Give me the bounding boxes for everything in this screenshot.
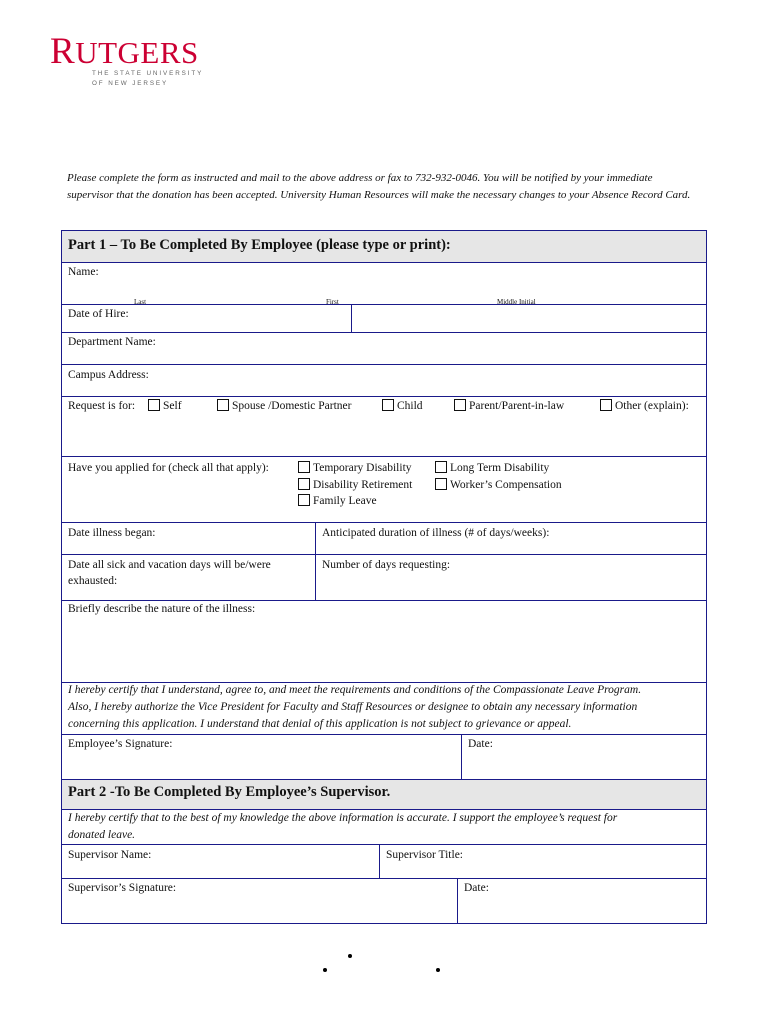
campus-address-row[interactable] — [62, 365, 706, 397]
request-label: Request is for: — [68, 400, 136, 412]
supervisor-signature-row — [62, 879, 706, 923]
checkbox-spouse[interactable] — [217, 399, 229, 411]
exhausted-row — [62, 555, 706, 601]
logo-subtitle-1: THE STATE UNIVERSITY — [92, 70, 204, 77]
supervisor-name-field[interactable] — [62, 845, 379, 878]
exhausted-label-1: Date all sick and vacation days will be/were — [68, 559, 271, 571]
illness-began-label: Date illness began: — [68, 527, 156, 539]
anticipated-duration-label: Anticipated duration of illness (# of days/weeks): — [322, 527, 550, 539]
logo-word: UTGERS — [75, 35, 199, 70]
applied-option-long-term[interactable]: Long Term Disability — [435, 461, 549, 476]
part2-header — [62, 780, 706, 810]
campus-address-label: Campus Address: — [68, 369, 149, 381]
date-of-hire-field[interactable] — [62, 305, 351, 332]
part1-title: Part 1 – To Be Completed By Employee (please type or print): — [68, 237, 451, 253]
certify-line-3: concerning this application. I understand that denial of this application is not subject to grievance or appeal. — [68, 718, 572, 730]
compassionate-leave-form — [61, 230, 707, 924]
employee-signature-field[interactable] — [62, 735, 461, 779]
request-row — [62, 397, 706, 457]
checkbox-self[interactable] — [148, 399, 160, 411]
exhausted-field[interactable] — [62, 555, 315, 600]
supervisor-signature-field[interactable] — [62, 879, 457, 923]
applied-row — [62, 457, 706, 523]
applied-option-workers-comp[interactable]: Worker’s Compensation — [435, 478, 562, 493]
employee-date-label: Date: — [468, 738, 493, 750]
employee-date-field[interactable] — [461, 735, 706, 779]
checkbox-other[interactable] — [600, 399, 612, 411]
checkbox-disability-retirement[interactable] — [298, 478, 310, 490]
part2-title: Part 2 -To Be Completed By Employee’s Supervisor. — [68, 784, 391, 800]
supervisor-certify-line-1: I hereby certify that to the best of my knowledge the above information is accurate. I support the employee’s request for — [68, 812, 618, 824]
supervisor-date-field[interactable] — [457, 879, 706, 923]
decorative-dot — [323, 968, 327, 972]
anticipated-duration-field[interactable] — [315, 523, 706, 554]
name-last-label: Last — [134, 298, 147, 306]
part1-header — [62, 231, 706, 263]
describe-row[interactable] — [62, 601, 706, 683]
request-option-spouse[interactable]: Spouse /Domestic Partner — [217, 399, 351, 414]
certify-line-1: I hereby certify that I understand, agree to, and meet the requirements and conditions of the Compassionate Leave Program. — [68, 684, 642, 696]
name-row[interactable] — [62, 263, 706, 305]
decorative-dot — [348, 954, 352, 958]
date-of-hire-label: Date of Hire: — [68, 308, 129, 320]
illness-date-row — [62, 523, 706, 555]
logo-initial: R — [50, 31, 76, 72]
decorative-dot — [436, 968, 440, 972]
name-label: Name: — [68, 266, 99, 278]
name-middle-label: Middle Initial — [497, 298, 536, 306]
logo-subtitle-2: OF NEW JERSEY — [92, 80, 169, 87]
days-requesting-field[interactable] — [315, 555, 706, 600]
intro-paragraph: Please complete the form as instructed and mail to the above address or fax to 732-932-0046. You will be notified by your immediate supervisor that the donation has been accepted. University Human Resources will make the necessary changes to your Absence Record Card. — [67, 172, 691, 201]
days-requesting-label: Number of days requesting: — [322, 559, 451, 571]
exhausted-label-2: exhausted: — [68, 575, 118, 587]
request-option-self[interactable]: Self — [148, 399, 182, 414]
supervisor-title-field[interactable] — [379, 845, 706, 878]
applied-option-family-leave[interactable]: Family Leave — [298, 494, 377, 509]
supervisor-name-row — [62, 845, 706, 879]
name-first-label: First — [326, 298, 339, 306]
request-option-child[interactable]: Child — [382, 399, 423, 414]
checkbox-temporary-disability[interactable] — [298, 461, 310, 473]
request-option-other[interactable]: Other (explain): — [600, 399, 689, 414]
employee-signature-label: Employee’s Signature: — [68, 738, 173, 750]
checkbox-family-leave[interactable] — [298, 494, 310, 506]
supervisor-certify-line-2: donated leave. — [68, 829, 136, 841]
supervisor-title-label: Supervisor Title: — [386, 849, 464, 861]
rutgers-logo — [50, 31, 204, 88]
applied-option-temporary[interactable]: Temporary Disability — [298, 461, 412, 476]
supervisor-signature-label: Supervisor’s Signature: — [68, 882, 177, 894]
certify-row — [62, 683, 706, 735]
supervisor-name-label: Supervisor Name: — [68, 849, 152, 861]
request-option-parent[interactable]: Parent/Parent-in-law — [454, 399, 564, 414]
date-of-hire-row — [62, 305, 706, 333]
date-of-hire-blank-field[interactable] — [351, 305, 706, 332]
checkbox-workers-compensation[interactable] — [435, 478, 447, 490]
applied-option-retirement[interactable]: Disability Retirement — [298, 478, 412, 493]
department-row[interactable] — [62, 333, 706, 365]
describe-label: Briefly describe the nature of the illness: — [68, 603, 256, 615]
certify-line-2: Also, I hereby authorize the Vice President for Faculty and Staff Resources or designee to obtain any necessary information — [68, 701, 638, 713]
supervisor-date-label: Date: — [464, 882, 489, 894]
illness-began-field[interactable] — [62, 523, 315, 554]
department-label: Department Name: — [68, 336, 156, 348]
checkbox-child[interactable] — [382, 399, 394, 411]
supervisor-certify-row — [62, 810, 706, 845]
employee-signature-row — [62, 735, 706, 780]
checkbox-parent[interactable] — [454, 399, 466, 411]
applied-label: Have you applied for (check all that apply): — [68, 462, 269, 474]
checkbox-long-term-disability[interactable] — [435, 461, 447, 473]
